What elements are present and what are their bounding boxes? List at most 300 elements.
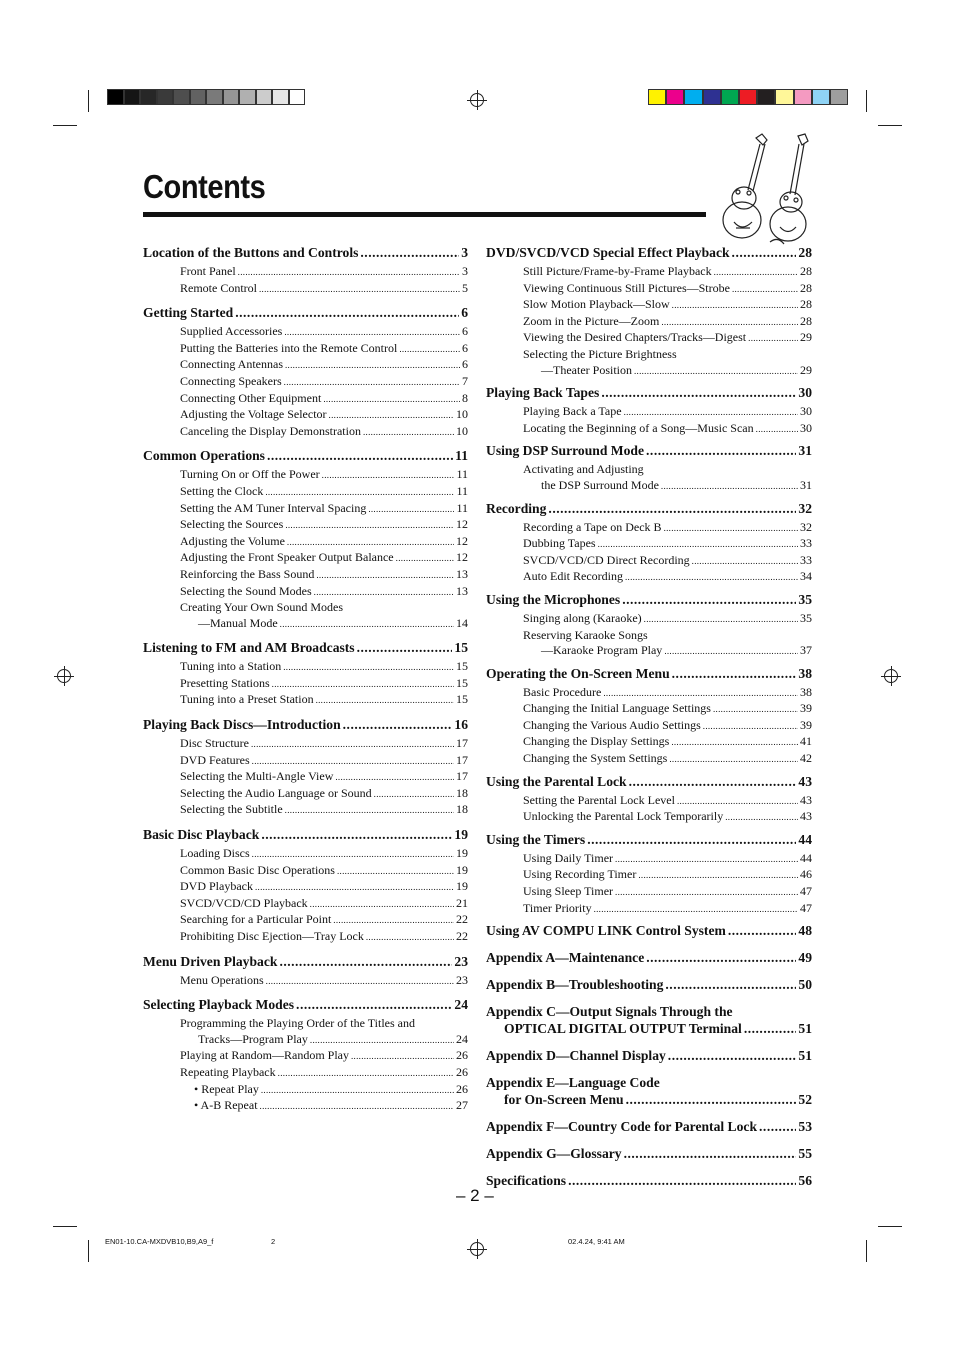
leader-dots [252, 754, 454, 770]
toc-page-number: 22 [456, 929, 468, 943]
leader-dots [672, 298, 798, 314]
toc-entry[interactable] [523, 809, 812, 826]
toc-entry-text: Connecting Antennas [180, 357, 283, 372]
toc-entry[interactable] [180, 973, 468, 990]
toc-entry-text: SVCD/VCD/CD Playback [180, 895, 308, 910]
toc-section[interactable] [486, 976, 812, 993]
leader-dots [748, 331, 798, 347]
toc-entry[interactable] [523, 884, 812, 901]
toc-section-title: Using the Parental Lock [486, 773, 627, 789]
toc-section[interactable] [143, 826, 468, 946]
toc-entry-text: Reinforcing the Bass Sound [180, 566, 315, 581]
toc-page-number: 12 [456, 550, 468, 565]
toc-entry-text: Putting the Batteries into the Remote Control [180, 340, 398, 355]
leader-dots [310, 1033, 454, 1049]
toc-page-number: 30 [800, 404, 812, 419]
toc-page-number: 47 [800, 884, 812, 899]
toc-entry[interactable] [180, 1082, 468, 1099]
toc-entry[interactable] [180, 467, 468, 484]
leader-dots [587, 831, 796, 848]
color-swatch [256, 89, 273, 105]
toc-page-number: 12 [456, 517, 468, 532]
toc-page-number: 10 [456, 423, 468, 438]
toc-entry[interactable] [523, 520, 812, 537]
toc-entry[interactable] [523, 701, 812, 718]
toc-section[interactable] [143, 716, 468, 819]
toc-page-number: 26 [456, 1048, 468, 1063]
toc-page-number: 10 [456, 407, 468, 422]
leader-dots [285, 358, 460, 374]
toc-entry[interactable] [180, 753, 468, 770]
toc-page-number: 11 [455, 448, 468, 464]
toc-entry[interactable] [180, 863, 468, 880]
toc-section[interactable] [486, 591, 812, 660]
toc-entry[interactable] [523, 462, 812, 478]
toc-entry[interactable] [180, 846, 468, 863]
toc-entry[interactable] [523, 643, 812, 660]
toc-page-number: 38 [798, 665, 812, 681]
toc-entry-text: Presetting Stations [180, 675, 270, 690]
toc-page-number: 30 [800, 420, 812, 435]
toc-entry[interactable] [523, 851, 812, 868]
toc-section[interactable] [486, 1172, 812, 1189]
toc-page-number: 29 [800, 330, 812, 345]
toc-page-number: 49 [798, 950, 812, 966]
toc-entry[interactable] [180, 692, 468, 709]
toc-section-title: Using the Microphones [486, 591, 621, 607]
toc-entry[interactable] [523, 569, 812, 586]
toc-entry[interactable] [523, 718, 812, 735]
toc-entry-text: Using Daily Timer [523, 850, 614, 865]
toc-entry-text: Searching for a Particular Point [180, 912, 332, 927]
toc-entry-text: • A-B Repeat [194, 1098, 258, 1113]
leader-dots [310, 897, 454, 913]
toc-entry-text: Tuning into a Preset Station [180, 692, 314, 707]
toc-section-title: for On-Screen Menu [504, 1092, 624, 1108]
toc-page-number: 52 [798, 1092, 812, 1108]
color-swatch [206, 89, 223, 105]
color-swatch [173, 89, 190, 105]
toc-page-number: 55 [798, 1146, 812, 1162]
toc-section-title: Getting Started [143, 305, 234, 321]
toc-entry[interactable] [180, 264, 468, 281]
toc-page-number: 34 [800, 569, 812, 584]
leader-dots [677, 794, 798, 810]
toc-page-number: 13 [456, 566, 468, 581]
toc-section[interactable] [486, 1003, 812, 1037]
leader-dots [568, 1172, 796, 1189]
toc-entry[interactable] [180, 736, 468, 753]
toc-entry-text: Dubbing Tapes [523, 536, 596, 551]
toc-section[interactable] [486, 384, 812, 437]
toc-page-number: 30 [798, 385, 812, 401]
crop-mark [88, 1240, 89, 1262]
toc-entry-text: Singing along (Karaoke) [523, 610, 642, 625]
toc-entry[interactable] [523, 297, 812, 314]
toc-entry-text: Front Panel [180, 264, 236, 278]
crop-mark [53, 1226, 77, 1227]
registration-mark-icon [57, 669, 71, 683]
toc-entry[interactable] [180, 912, 468, 929]
toc-page-number: 38 [800, 684, 812, 699]
leader-dots [252, 847, 454, 863]
leader-dots [615, 885, 798, 901]
crop-mark [866, 1240, 867, 1262]
toc-section[interactable] [486, 442, 812, 494]
toc-entry-text: Setting the AM Tuner Interval Spacing [180, 500, 367, 515]
toc-entry-text: Loading Discs [180, 846, 250, 861]
toc-page-number: 41 [800, 734, 812, 749]
color-swatch [140, 89, 157, 105]
toc-page-number: 33 [800, 552, 812, 567]
leader-dots [368, 502, 454, 518]
leader-dots [316, 568, 454, 584]
toc-entry-text: Menu Operations [180, 972, 264, 987]
toc-page-number: 11 [456, 467, 468, 482]
toc-entry-text: Timer Priority [523, 900, 592, 915]
toc-page-number: 17 [456, 736, 468, 751]
toc-entry[interactable] [180, 802, 468, 819]
toc-page-number: 27 [456, 1098, 468, 1113]
toc-page-number: 15 [456, 659, 468, 674]
toc-entry-text: Still Picture/Frame-by-Frame Playback [523, 264, 712, 278]
toc-entry[interactable] [180, 879, 468, 896]
toc-page-number: 13 [456, 583, 468, 598]
toc-page-number: 28 [800, 280, 812, 295]
toc-entry[interactable] [180, 1016, 468, 1032]
toc-section[interactable] [486, 831, 812, 917]
toc-page-number: 46 [800, 867, 812, 882]
toc-page-number: 39 [800, 717, 812, 732]
toc-entry[interactable] [180, 501, 468, 518]
toc-section-title: Using AV COMPU LINK Control System [486, 923, 726, 939]
toc-left-column [143, 244, 468, 1122]
color-swatch [124, 89, 141, 105]
toc-entry-text: Supplied Accessories [180, 324, 283, 339]
toc-entry[interactable] [180, 374, 468, 391]
leader-dots [266, 974, 454, 990]
toc-entry-text: Changing the System Settings [523, 751, 668, 766]
leader-dots [360, 244, 459, 261]
toc-section[interactable] [486, 1118, 812, 1135]
toc-entry-text: Changing the Initial Language Settings [523, 701, 711, 716]
toc-section[interactable] [486, 1047, 812, 1064]
leader-dots [337, 864, 454, 880]
toc-entry-text: Common Basic Disc Operations [180, 862, 335, 877]
toc-entry[interactable] [523, 281, 812, 298]
page-title: Contents [143, 168, 266, 205]
toc-entry[interactable] [180, 484, 468, 501]
toc-section[interactable] [486, 1074, 812, 1108]
toc-entry-text: Basic Procedure [523, 684, 602, 699]
toc-page-number: 3 [461, 245, 468, 260]
toc-page-number: 19 [456, 879, 468, 894]
toc-page-number: 33 [800, 536, 812, 551]
registration-mark-icon [470, 93, 484, 107]
leader-dots [713, 702, 798, 718]
toc-entry[interactable] [180, 281, 468, 298]
toc-entry[interactable] [523, 478, 812, 495]
toc-page-number: 56 [798, 1173, 812, 1189]
leader-dots [284, 375, 460, 391]
ukulele-illustration-icon [708, 130, 818, 245]
toc-entry[interactable] [523, 751, 812, 768]
toc-entry-text: Viewing the Desired Chapters/Tracks—Digest [523, 330, 747, 345]
toc-page-number: 50 [798, 977, 812, 993]
toc-entry[interactable] [523, 536, 812, 553]
leader-dots [316, 693, 454, 709]
toc-section[interactable] [486, 922, 812, 939]
toc-entry[interactable] [523, 867, 812, 884]
color-swatch [721, 89, 739, 105]
toc-section[interactable] [486, 244, 812, 379]
toc-page-number: 43 [800, 809, 812, 824]
leader-dots [285, 803, 454, 819]
toc-entry-text: Selecting the Sources [180, 517, 284, 532]
toc-entry[interactable] [180, 676, 468, 693]
leader-dots [261, 1083, 454, 1099]
toc-entry-text: DVD Playback [180, 879, 253, 894]
color-swatch [757, 89, 775, 105]
toc-page-number: 17 [456, 769, 468, 784]
toc-entry-text: —Karaoke Program Play [541, 643, 663, 658]
toc-entry[interactable] [180, 407, 468, 424]
toc-entry-text: Setting the Parental Lock Level [523, 792, 675, 807]
toc-page-number: 6 [462, 340, 468, 355]
toc-entry[interactable] [180, 567, 468, 584]
toc-section[interactable] [486, 949, 812, 966]
toc-page-number: 43 [798, 773, 812, 789]
toc-entry[interactable] [523, 314, 812, 331]
toc-entry[interactable] [180, 424, 468, 441]
toc-entry-text: Connecting Speakers [180, 373, 282, 388]
leader-dots [265, 485, 454, 501]
toc-entry[interactable] [523, 793, 812, 810]
toc-entry[interactable] [523, 347, 812, 363]
toc-entry-text: Slow Motion Playback—Slow [523, 297, 670, 312]
toc-entry[interactable] [523, 611, 812, 628]
toc-page-number: 47 [800, 900, 812, 915]
leader-dots [625, 570, 798, 586]
leader-dots [260, 1099, 454, 1115]
toc-entry-text: Repeating Playback [180, 1064, 276, 1079]
toc-page-number: 51 [798, 1048, 812, 1064]
color-swatch [157, 89, 174, 105]
toc-section-title: Common Operations [143, 448, 265, 464]
toc-section[interactable] [486, 773, 812, 826]
toc-section-title: Appendix D—Channel Display [486, 1048, 666, 1064]
crop-mark [866, 90, 867, 112]
toc-page-number: 15 [456, 692, 468, 707]
toc-entry-text: Recording a Tape on Deck B [523, 519, 662, 534]
toc-entry-text: Creating Your Own Sound Modes [180, 600, 344, 615]
toc-entry[interactable] [523, 734, 812, 751]
toc-entry[interactable] [523, 685, 812, 702]
toc-section-title: Using the Timers [486, 831, 586, 847]
toc-page-number: 23 [454, 953, 468, 969]
toc-entry[interactable] [523, 330, 812, 347]
toc-section[interactable] [143, 304, 468, 440]
toc-page-number: 26 [456, 1064, 468, 1079]
toc-section-title: Basic Disc Playback [143, 827, 260, 843]
toc-section-title: Playing Back Discs—Introduction [143, 717, 341, 733]
toc-entry[interactable] [180, 896, 468, 913]
toc-entry-text: Auto Edit Recording [523, 569, 623, 584]
toc-entry[interactable] [180, 324, 468, 341]
crop-mark [88, 90, 89, 112]
toc-entry[interactable] [523, 628, 812, 644]
toc-entry[interactable] [180, 1048, 468, 1065]
leader-dots [661, 315, 798, 331]
leader-dots [296, 996, 452, 1013]
toc-page-number: 39 [800, 701, 812, 716]
toc-entry[interactable] [180, 357, 468, 374]
toc-entry[interactable] [180, 517, 468, 534]
leader-dots [728, 922, 797, 939]
toc-section-title: Specifications [486, 1173, 567, 1189]
toc-entry-text: Unlocking the Parental Lock Temporarily [523, 809, 724, 824]
toc-section[interactable] [143, 244, 468, 297]
toc-page-number: 42 [800, 751, 812, 766]
leader-dots [661, 479, 798, 495]
toc-section[interactable] [486, 665, 812, 768]
toc-entry[interactable] [523, 404, 812, 421]
toc-entry[interactable] [180, 584, 468, 601]
leader-dots [285, 518, 454, 534]
toc-entry[interactable] [180, 550, 468, 567]
toc-page-number: 24 [454, 997, 468, 1013]
toc-page-number: 28 [800, 313, 812, 328]
leader-dots [343, 716, 453, 733]
toc-page-number: 18 [456, 802, 468, 817]
toc-page-number: 19 [456, 846, 468, 861]
toc-entry[interactable] [180, 1032, 468, 1049]
toc-page-number: 12 [456, 533, 468, 548]
color-swatch [666, 89, 684, 105]
toc-entry[interactable] [523, 901, 812, 918]
toc-section[interactable] [143, 953, 468, 990]
toc-section-title: Appendix F—Country Code for Parental Lock [486, 1119, 758, 1135]
leader-dots [665, 976, 796, 993]
toc-section[interactable] [143, 639, 468, 709]
registration-mark-icon [884, 669, 898, 683]
toc-entry-text: Playing at Random—Random Play [180, 1048, 349, 1063]
toc-entry[interactable] [180, 786, 468, 803]
toc-entry[interactable] [523, 264, 812, 281]
leader-dots [703, 719, 798, 735]
toc-page-number: 51 [798, 1021, 812, 1037]
toc-section[interactable] [143, 447, 468, 632]
toc-page-number: 44 [798, 831, 812, 847]
color-swatch [223, 89, 240, 105]
toc-entry-text: Changing the Various Audio Settings [523, 717, 701, 732]
toc-entry-text: —Manual Mode [198, 615, 278, 630]
toc-entry[interactable] [180, 616, 468, 633]
toc-entry-text: Playing Back a Tape [523, 404, 622, 419]
toc-entry[interactable] [180, 534, 468, 551]
leader-dots [759, 1118, 796, 1135]
toc-entry[interactable] [180, 929, 468, 946]
toc-entry-text: Connecting Other Equipment [180, 390, 322, 405]
toc-entry[interactable] [180, 1065, 468, 1082]
leader-dots [322, 468, 455, 484]
toc-page-number: 31 [800, 477, 812, 492]
toc-entry[interactable] [523, 363, 812, 380]
leader-dots [601, 384, 796, 401]
leader-dots [732, 244, 797, 261]
toc-entry[interactable] [523, 421, 812, 438]
toc-entry-text: Prohibiting Disc Ejection—Tray Lock [180, 929, 364, 943]
footer-page: 2 [271, 1237, 276, 1246]
leader-dots [603, 686, 798, 702]
leader-dots [634, 364, 798, 380]
leader-dots [615, 852, 798, 868]
leader-dots [669, 752, 798, 768]
leader-dots [259, 282, 460, 298]
leader-dots [335, 770, 454, 786]
toc-entry[interactable] [180, 600, 468, 616]
registration-mark-icon [470, 1242, 484, 1256]
toc-entry-text: Adjusting the Volume [180, 533, 285, 548]
toc-entry-text: Selecting the Sound Modes [180, 583, 312, 598]
toc-entry[interactable] [180, 769, 468, 786]
leader-dots [238, 265, 460, 281]
toc-entry-text: DVD Features [180, 752, 250, 767]
toc-entry-text: SVCD/VCD/CD Direct Recording [523, 552, 690, 567]
toc-section-title: Using DSP Surround Mode [486, 443, 645, 459]
leader-dots [251, 737, 454, 753]
toc-entry[interactable] [180, 659, 468, 676]
leader-dots [646, 442, 796, 459]
toc-page-number: 28 [798, 245, 812, 260]
footer-filename: EN01-10.CA-MXDVB10,B9,A9_f [105, 1237, 214, 1246]
toc-section[interactable] [486, 500, 812, 586]
toc-section[interactable] [486, 1145, 812, 1162]
toc-page-number: 23 [456, 972, 468, 987]
color-swatch [739, 89, 757, 105]
toc-entry-text: Reserving Karaoke Songs [523, 627, 648, 642]
color-swatch [648, 89, 666, 105]
toc-page-number: 6 [461, 305, 468, 321]
toc-entry-text: Selecting the Subtitle [180, 802, 283, 817]
leader-dots [284, 325, 460, 341]
leader-dots [624, 1145, 797, 1162]
toc-page-number: 35 [798, 591, 812, 607]
leader-dots [622, 591, 796, 608]
toc-section-title: Menu Driven Playback [143, 953, 278, 969]
toc-entry-text: Selecting the Picture Brightness [523, 346, 677, 361]
leader-dots [638, 868, 798, 884]
toc-entry[interactable] [180, 1098, 468, 1115]
toc-section-title: DVD/SVCD/VCD Special Effect Playback [486, 245, 730, 260]
toc-page-number: 28 [800, 297, 812, 312]
toc-entry-text: Selecting the Audio Language or Sound [180, 785, 372, 800]
toc-page-number: 35 [800, 610, 812, 625]
toc-section[interactable] [143, 996, 468, 1115]
toc-page-number: 18 [456, 785, 468, 800]
toc-entry-text: Activating and Adjusting [523, 462, 644, 477]
toc-page-number: 8 [462, 390, 468, 405]
leader-dots [396, 551, 454, 567]
toc-entry[interactable] [180, 341, 468, 358]
page-number: – 2 – [456, 1186, 494, 1205]
color-swatch [812, 89, 830, 105]
leader-dots [646, 949, 796, 966]
toc-page-number: 26 [456, 1081, 468, 1096]
toc-entry[interactable] [523, 553, 812, 570]
toc-entry[interactable] [180, 391, 468, 408]
toc-page-number: 37 [800, 643, 812, 658]
